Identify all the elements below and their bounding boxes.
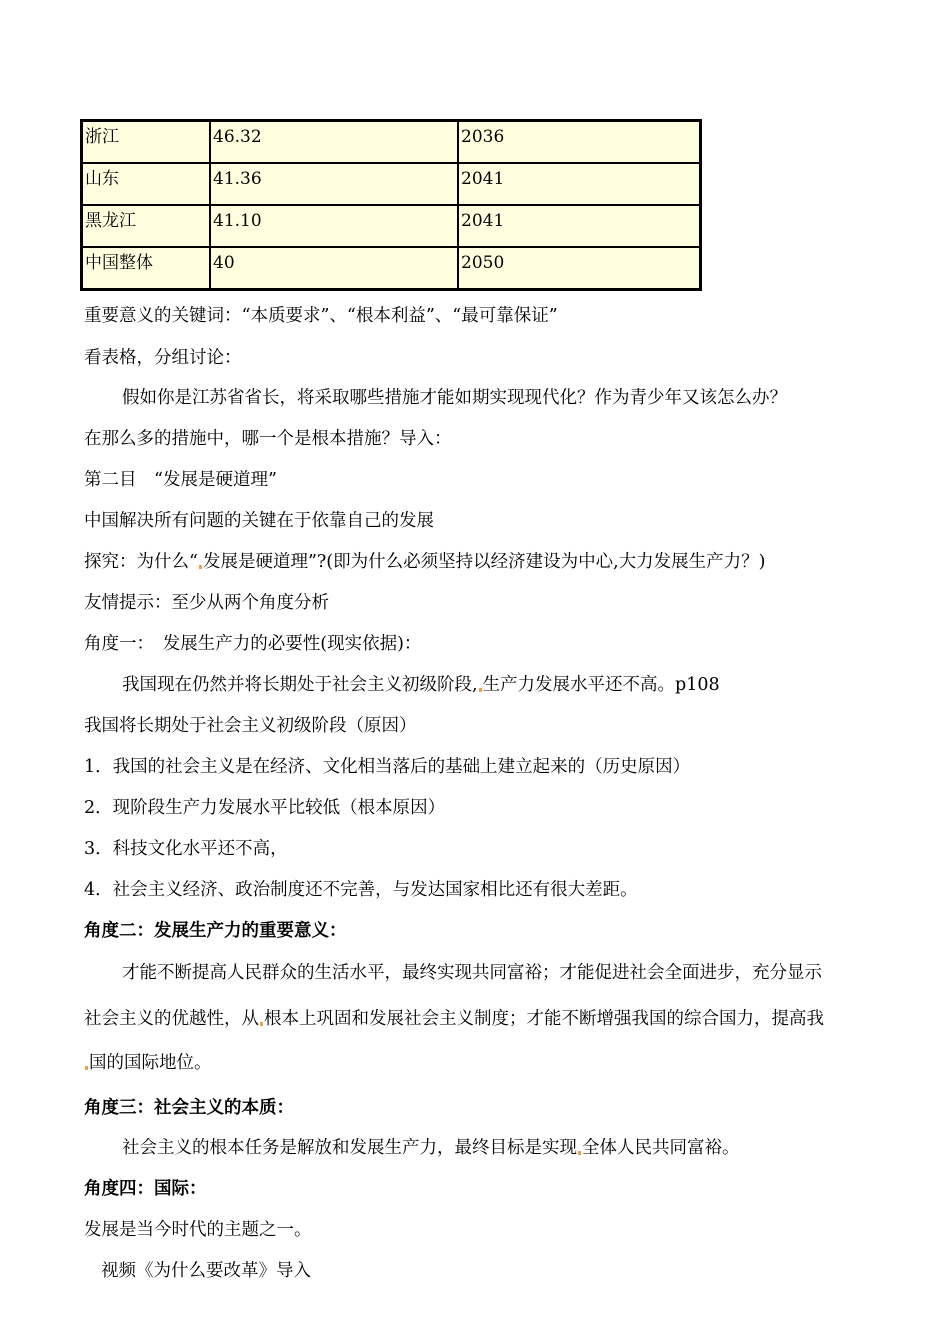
section-heading: 角度四：国际： (84, 1179, 207, 1199)
table-cell: 46.32 (210, 121, 458, 164)
text-span: 我国现在仍然并将长期处于社会主义初级阶段, (122, 675, 478, 695)
table-row (82, 163, 701, 205)
list-item: 3．科技文化水平还不高， (84, 839, 288, 859)
paragraph (84, 548, 766, 573)
table-cell: 41.10 (210, 205, 458, 247)
table-cell: 2050 (458, 247, 701, 290)
paragraph: 在那么多的措施中，哪一个是根本措施？导入： (84, 429, 452, 449)
paragraph (122, 671, 720, 696)
table-cell: 浙江 (82, 121, 211, 164)
table-cell: 中国整体 (82, 247, 211, 290)
table-row (82, 205, 701, 247)
text-span: 生产力发展水平还不高。p108 (482, 675, 720, 695)
paragraph: 角度一： 发展生产力的必要性(现实依据)： (84, 634, 422, 654)
paragraph-keywords: 重要意义的关键词：“本质要求”、“根本利益”、“最可靠保证” (84, 306, 558, 326)
table-cell: 山东 (82, 163, 211, 205)
text-span: 社会主义的优越性，从 (84, 1009, 259, 1029)
paragraph: 才能不断提高人民群众的生活水平，最终实现共同富裕；才能促进社会全面进步，充分显示 (122, 963, 822, 983)
comment-mark-icon (260, 1022, 263, 1026)
text-span: 探究：为什么“ (84, 552, 198, 572)
list-item: 2．现阶段生产力发展水平比较低（根本原因） (84, 798, 446, 818)
paragraph: 视频《为什么要改革》导入 (101, 1261, 311, 1281)
text-span: 根本上巩固和发展社会主义制度；才能不断增强我国的综合国力，提高我 (264, 1009, 824, 1029)
table-cell: 41.36 (210, 163, 458, 205)
table-cell: 黑龙江 (82, 205, 211, 247)
paragraph: 中国解决所有问题的关键在于依靠自己的发展 (84, 511, 434, 531)
data-table (80, 119, 702, 291)
comment-mark-icon (479, 688, 482, 692)
paragraph: 看表格，分组讨论： (84, 348, 242, 368)
section-heading: 第二目 “发展是硬道理” (84, 470, 277, 490)
comment-mark-icon (578, 1151, 581, 1155)
table-row (82, 247, 701, 290)
paragraph (122, 1134, 740, 1159)
paragraph: 我国将长期处于社会主义初级阶段（原因） (84, 716, 417, 736)
table-cell: 40 (210, 247, 458, 290)
section-heading: 角度三：社会主义的本质： (84, 1098, 294, 1118)
section-heading: 角度二：发展生产力的重要意义： (84, 921, 347, 941)
text-span: 社会主义的根本任务是解放和发展生产力，最终目标是实现 (122, 1138, 577, 1158)
list-item: 4．社会主义经济、政治制度还不完善，与发达国家相比还有很大差距。 (84, 880, 638, 900)
text-span: 国的国际地位。 (89, 1053, 212, 1073)
paragraph (84, 1049, 212, 1074)
text-span: 全体人民共同富裕。 (582, 1138, 740, 1158)
paragraph: 友情提示：至少从两个角度分析 (84, 593, 329, 613)
paragraph: 发展是当今时代的主题之一。 (84, 1220, 312, 1240)
list-item: 1．我国的社会主义是在经济、文化相当落后的基础上建立起来的（历史原因） (84, 757, 691, 777)
text-span: 发展是硬道理”?(即为什么必须坚持以经济建设为中心,大力发展生产力？) (202, 552, 766, 572)
comment-mark-icon (85, 1066, 88, 1070)
table-cell: 2041 (458, 205, 701, 247)
paragraph: 假如你是江苏省省长，将采取哪些措施才能如期实现现代化？作为青少年又该怎么办？ (122, 388, 787, 408)
comment-mark-icon (199, 565, 202, 569)
table-cell: 2041 (458, 163, 701, 205)
table-row (82, 121, 701, 164)
paragraph (84, 1005, 824, 1030)
table-cell: 2036 (458, 121, 701, 164)
